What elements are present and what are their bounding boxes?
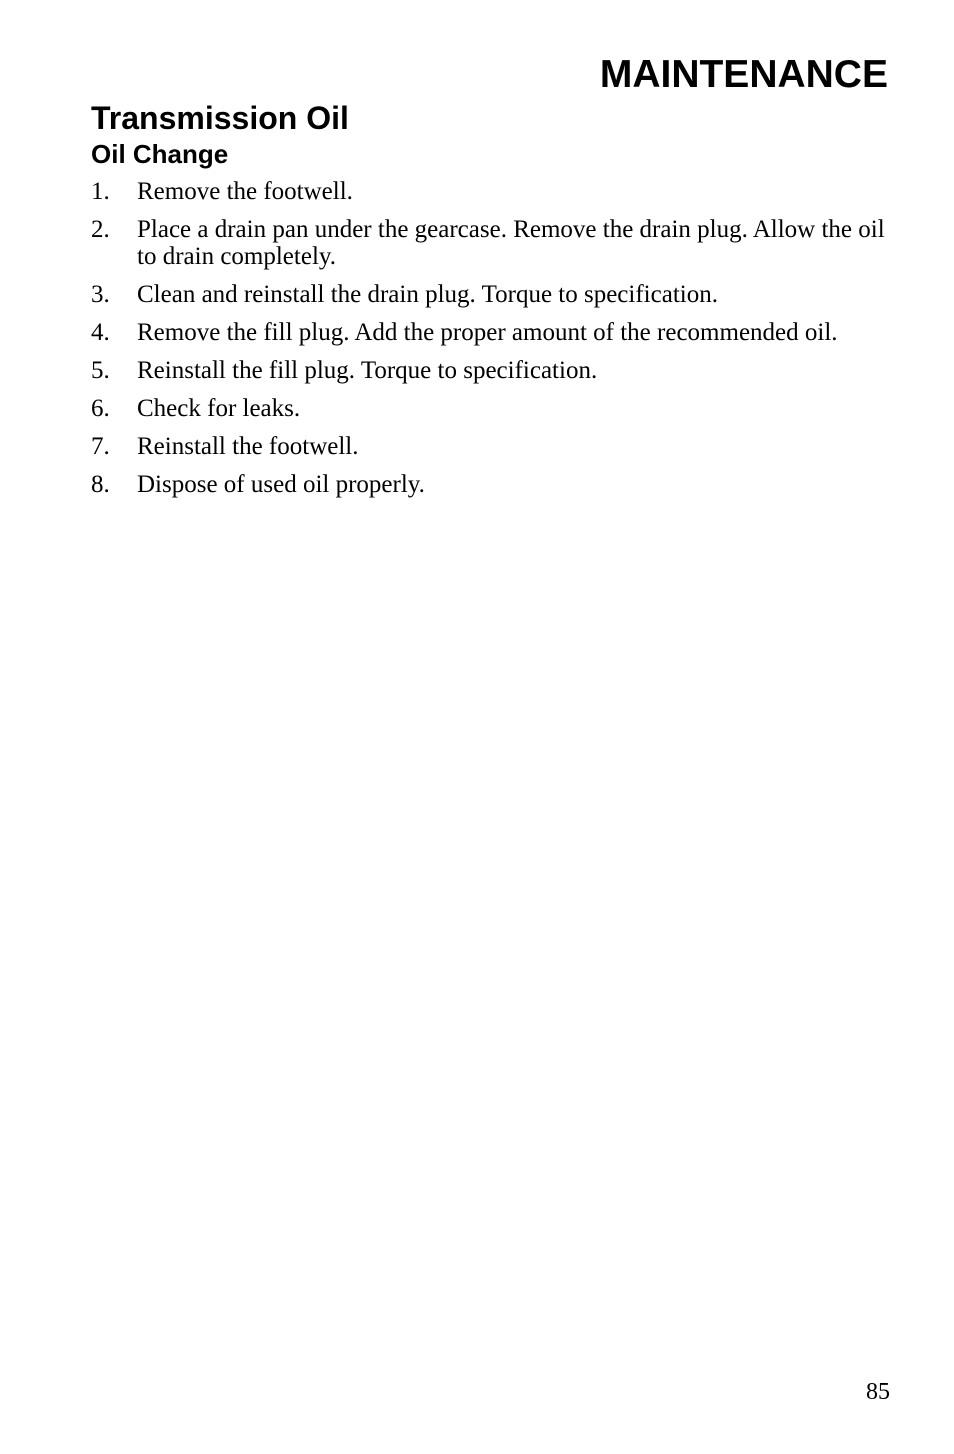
list-item — [91, 319, 891, 346]
page-title: Transmission Oil — [91, 100, 349, 136]
page-number: 85 — [866, 1379, 890, 1405]
list-item — [91, 216, 891, 270]
step-text: Check for leaks. — [137, 395, 301, 422]
step-text: Place a drain pan under the gearcase. Remove the drain plug. Allow the oil to drain completely. — [137, 216, 885, 270]
list-item — [91, 471, 891, 498]
step-text: Reinstall the footwell. — [137, 433, 359, 460]
list-item — [91, 433, 891, 460]
section-header: MAINTENANCE — [599, 53, 888, 96]
step-text: Remove the fill plug. Add the proper amount of the recommended oil. — [137, 319, 838, 346]
page-subtitle: Oil Change — [91, 139, 229, 169]
step-number: 7. — [91, 433, 110, 460]
list-item — [91, 395, 891, 422]
page-content — [91, 98, 891, 509]
step-number: 2. — [91, 216, 110, 243]
step-number: 6. — [91, 395, 110, 422]
list-item — [91, 178, 891, 205]
step-number: 4. — [91, 319, 110, 346]
step-text: Remove the footwell. — [137, 178, 353, 205]
step-number: 3. — [91, 281, 110, 308]
step-number: 1. — [91, 178, 110, 205]
list-item — [91, 281, 891, 308]
steps-list — [91, 178, 891, 498]
step-text: Reinstall the fill plug. Torque to specification. — [137, 357, 598, 384]
step-number: 5. — [91, 357, 110, 384]
step-number: 8. — [91, 471, 110, 498]
step-text: Dispose of used oil properly. — [137, 471, 425, 498]
step-text: Clean and reinstall the drain plug. Torque to specification. — [137, 281, 718, 308]
list-item — [91, 357, 891, 384]
